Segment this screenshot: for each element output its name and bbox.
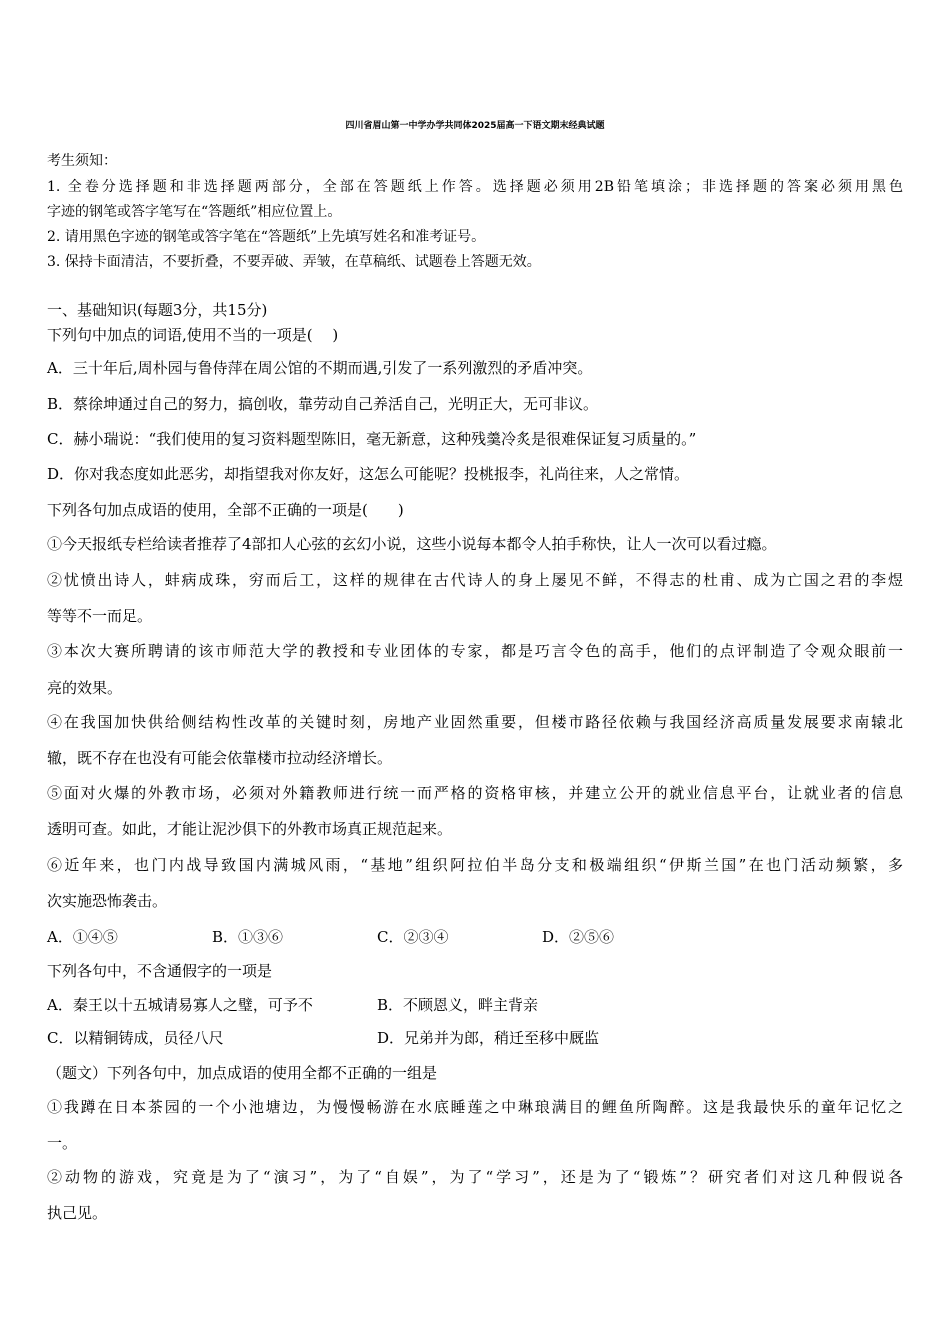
q2-sentence-3-line-1: ③本次大赛所聘请的该市师范大学的教授和专业团体的专家，都是巧言令色的高手，他们的点评制造了令观众眼前一 xyxy=(47,642,903,660)
q4-sentence-1-line-2: 一。 xyxy=(47,1134,78,1152)
notice-item-1-line-1: 1. 全卷分选择题和非选择题两部分，全部在答题纸上作答。选择题必须用2B铅笔填涂；非选择题的答案必须用黑色 xyxy=(47,179,903,195)
q2-option-c: C．②③④ xyxy=(377,928,449,946)
q2-sentence-3-line-2: 亮的效果。 xyxy=(47,679,123,697)
q4-sentence-1-line-1: ①我蹲在日本茶园的一个小池塘边，为慢慢畅游在水底睡莲之中琳琅满目的鲤鱼所陶醉。这是我最快乐的童年记忆之 xyxy=(47,1098,903,1116)
q2-sentence-6-line-1: ⑥近年来，也门内战导致国内满城风雨，“基地”组织阿拉伯半岛分支和极端组织“伊斯兰国”在也门活动频繁，多 xyxy=(47,856,903,874)
q4-sentence-2-line-1: ②动物的游戏，究竟是为了“演习”，为了“自娱”，为了“学习”，还是为了“锻炼”？研究者们对这几种假说各 xyxy=(47,1168,903,1186)
q3-option-c: C．以精铜铸成，员径八尺 xyxy=(47,1029,224,1047)
notice-item-3: 3. 保持卡面清洁，不要折叠，不要弄破、弄皱，在草稿纸、试题卷上答题无效。 xyxy=(47,254,541,270)
notice-item-1-line-2: 字迹的钢笔或答字笔写在“答题纸”相应位置上。 xyxy=(47,204,342,220)
q2-sentence-1: ①今天报纸专栏给读者推荐了4部扣人心弦的玄幻小说，这些小说每本都令人拍手称快，让人一次可以看过瘾。 xyxy=(47,535,777,553)
q3-option-a: A．秦王以十五城请易寡人之璧，可予不 xyxy=(47,996,313,1014)
q2-option-a: A．①④⑤ xyxy=(47,928,118,946)
q3-option-d: D．兄弟并为郎，稍迁至移中厩监 xyxy=(377,1029,600,1047)
q2-sentence-4-line-1: ④在我国加快供给侧结构性改革的关键时刻，房地产业固然重要，但楼市路径依赖与我国经济高质量发展要求南辕北 xyxy=(47,713,903,731)
q4-stem: （题文）下列各句中，加点成语的使用全都不正确的一组是 xyxy=(47,1064,438,1082)
q2-sentence-5-line-1: ⑤面对火爆的外教市场，必须对外籍教师进行统一而严格的资格审核，并建立公开的就业信息平台，让就业者的信息 xyxy=(47,784,903,802)
q2-stem: 下列各句加点成语的使用，全部不正确的一项是( ) xyxy=(47,501,404,519)
q2-sentence-4-line-2: 辙，既不存在也没有可能会依靠楼市拉动经济增长。 xyxy=(47,749,393,767)
q2-sentence-5-line-2: 透明可查。如此，才能让泥沙俱下的外教市场真正规范起来。 xyxy=(47,820,453,838)
q2-option-b: B．①③⑥ xyxy=(212,928,284,946)
q2-sentence-2-line-2: 等等不一而足。 xyxy=(47,607,153,625)
q3-stem: 下列各句中，不含通假字的一项是 xyxy=(47,962,273,980)
q4-sentence-2-line-2: 执己见。 xyxy=(47,1204,108,1222)
q1-stem: 下列句中加点的词语,使用不当的一项是( ) xyxy=(47,326,339,344)
q1-option-b: B．蔡徐坤通过自己的努力，搞创收，靠劳动自己养活自己，光明正大，无可非议。 xyxy=(47,395,599,413)
page-title: 四川省眉山第一中学办学共同体2025届高一下语文期末经典试题 xyxy=(345,121,605,131)
q1-option-d: D．你对我态度如此恶劣，却指望我对你友好，这怎么可能呢？投桃报李，礼尚往来，人之常情。 xyxy=(47,465,690,483)
q2-option-d: D．②⑤⑥ xyxy=(542,928,615,946)
q2-sentence-2-line-1: ②忧愤出诗人，蚌病成珠，穷而后工，这样的规律在古代诗人的身上屡见不鲜，不得志的杜甫、成为亡国之君的李煜 xyxy=(47,571,903,589)
q3-option-b: B．不顾恩义，畔主背亲 xyxy=(377,996,539,1014)
q2-sentence-6-line-2: 次实施恐怖袭击。 xyxy=(47,892,168,910)
q1-option-c: C．赫小瑞说：“我们使用的复习资料题型陈旧，毫无新意，这种残羹冷炙是很难保证复习质量的。” xyxy=(47,430,697,448)
notice-heading: 考生须知： xyxy=(47,153,117,169)
notice-item-2: 2. 请用黑色字迹的钢笔或答字笔在“答题纸”上先填写姓名和准考证号。 xyxy=(47,229,486,245)
section-heading: 一、基础知识(每题3分，共15分) xyxy=(47,301,268,319)
q1-option-a: A．三十年后,周朴园与鲁侍萍在周公馆的不期而遇,引发了一系列激烈的矛盾冲突。 xyxy=(47,359,593,377)
